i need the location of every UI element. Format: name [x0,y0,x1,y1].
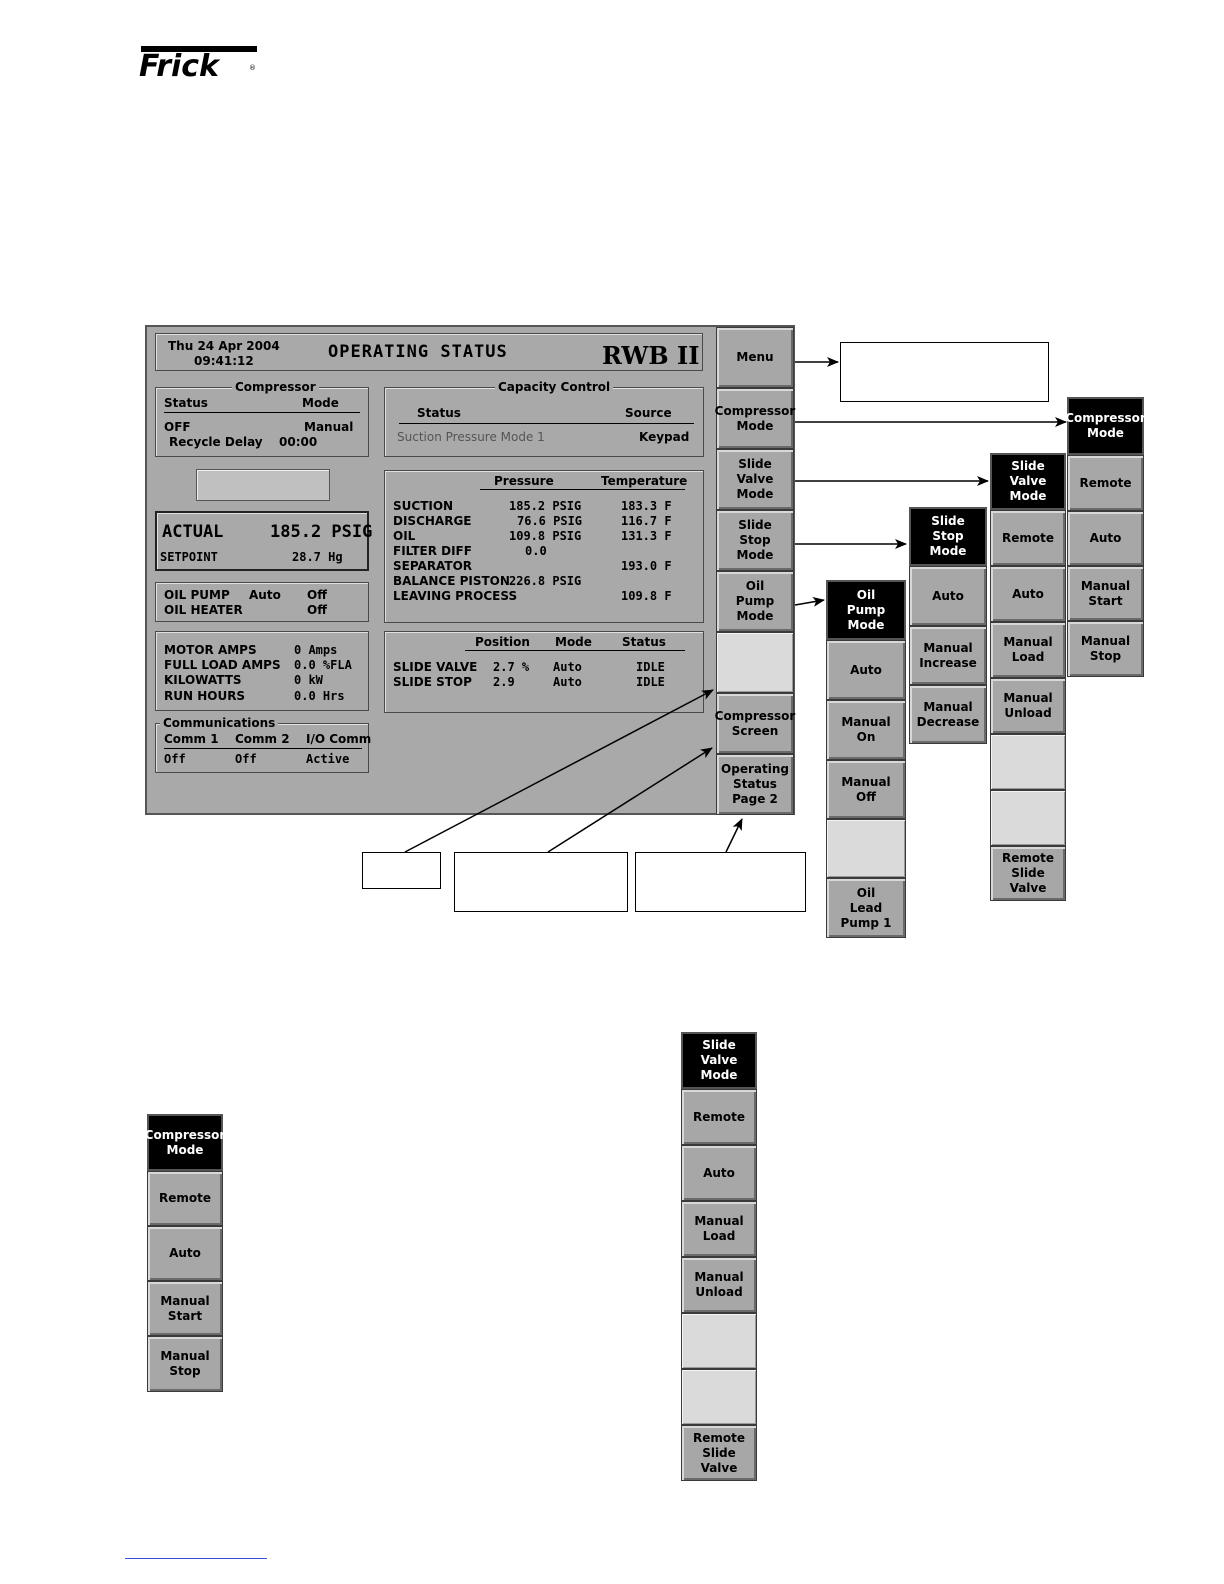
slide-valve-mode-header: Slide Valve Mode [681,1032,757,1089]
actual-label: ACTUAL [162,522,224,542]
oil-pump-mode: Auto [249,588,281,602]
run-hours-label: RUN HOURS [164,689,246,703]
capacity-status: Suction Pressure Mode 1 [397,430,545,444]
kilowatts-value: 0 kW [294,673,323,687]
pressure-header: Pressure [494,474,554,488]
pt-row-temperature: 183.3 F [621,499,672,513]
pt-row-temperature: 193.0 F [621,559,672,573]
temperature-header: Temperature [601,474,688,488]
compressor-auto-button[interactable]: Auto [1067,511,1144,566]
pt-row-pressure: 185.2 PSIG [509,499,582,513]
full-load-amps-label: FULL LOAD AMPS [164,658,281,672]
frick-logo-text: Frick [139,49,220,84]
remote-slide-valve-button[interactable]: Remote Slide Valve [990,846,1066,901]
pt-row-label: FILTER DIFF [393,544,472,558]
setpoint-label: SETPOINT [160,550,218,564]
slide-valve-mode: Auto [553,660,582,674]
oil-pump-label: OIL PUMP [164,588,230,602]
io-comm-header: I/O Comm [306,732,372,746]
slide-valve-label: SLIDE VALVE [393,660,478,674]
pt-row-temperature: 131.3 F [621,529,672,543]
svg-text:®: ® [249,64,256,72]
slide-valve-auto-button[interactable]: Auto [681,1145,757,1201]
compressor-mode-header: Compressor Mode [1067,397,1144,455]
comm2-value: Off [235,752,257,766]
compressor-status-header: Status [164,396,208,410]
pt-row-label: BALANCE PISTON [393,574,510,588]
capacity-source-header: Source [625,406,672,420]
slide-valve-remote-button[interactable]: Remote [990,510,1066,566]
model-label: RWB II [602,341,700,370]
slide-valve-status: IDLE [636,660,665,674]
page-title: OPERATING STATUS [328,342,508,362]
kilowatts-label: KILOWATTS [164,673,242,687]
capacity-legend: Capacity Control [495,380,613,394]
oil-heater-state: Off [307,603,327,617]
comm1-header: Comm 1 [164,732,219,746]
run-hours-value: 0.0 Hrs [294,689,345,703]
compressor-remote-button[interactable]: Remote [1067,455,1144,511]
mode-header: Mode [555,635,592,649]
date-label: Thu 24 Apr 2004 [168,339,280,353]
pt-row-label: SEPARATOR [393,559,473,573]
slide-stop-status: IDLE [636,675,665,689]
oil-heater-label: OIL HEATER [164,603,243,617]
communications-legend: Communications [160,716,278,730]
comm1-value: Off [164,752,186,766]
slide-stop-mode-header: Slide Stop Mode [909,507,987,566]
pt-row-label: DISCHARGE [393,514,472,528]
slide-valve-blank-button[interactable] [681,1313,757,1369]
slide-valve-auto-button[interactable]: Auto [990,566,1066,622]
pt-row-pressure: 76.6 PSIG [517,514,583,528]
compressor-auto-button[interactable]: Auto [147,1226,223,1281]
compressor-mode: Manual [304,420,354,434]
pt-row-label: LEAVING PROCESS [393,589,518,603]
pt-row-pressure: 226.8 PSIG [509,574,582,588]
slide-valve-position: 2.7 % [493,660,530,674]
io-comm-value: Active [306,752,350,766]
oil-pump-state: Off [307,588,327,602]
operating-status-page2-button[interactable]: Operating Status Page 2 [716,754,794,815]
slide-valve-mode-button[interactable]: Slide Valve Mode [716,449,794,510]
oil-pump-manual-off-button[interactable]: Manual Off [826,760,906,819]
slide-valve-manual-unload-button[interactable]: Manual Unload [990,678,1066,734]
slide-valve-manual-unload-button[interactable]: Manual Unload [681,1257,757,1313]
menu-button[interactable]: Menu [716,327,794,388]
oil-lead-pump-button[interactable]: Oil Lead Pump 1 [826,878,906,938]
pt-row-temperature: 116.7 F [621,514,672,528]
oil-pump-auto-button[interactable]: Auto [826,640,906,700]
compressor-manual-start-button[interactable]: Manual Start [147,1281,223,1336]
actual-value: 185.2 PSIG [270,522,373,542]
full-load-amps-value: 0.0 %FLA [294,658,352,672]
compressor-remote-button[interactable]: Remote [147,1171,223,1226]
pt-row-pressure: 0.0 [525,544,547,558]
compressor-legend: Compressor [232,380,319,394]
compressor-status: OFF [164,420,191,434]
slide-stop-label: SLIDE STOP [393,675,472,689]
recycle-delay-label: Recycle Delay [169,435,263,449]
status-header: Status [622,635,666,649]
motor-amps-value: 0 Amps [294,643,338,657]
capacity-status-header: Status [417,406,461,420]
motor-amps-label: MOTOR AMPS [164,643,257,657]
oil-pump-mode-header: Oil Pump Mode [826,580,906,640]
comm2-header: Comm 2 [235,732,290,746]
recycle-delay-value: 00:00 [279,435,318,449]
compressor-manual-stop-button[interactable]: Manual Stop [147,1336,223,1392]
pt-row-pressure: 109.8 PSIG [509,529,582,543]
footer-link-underline [125,1558,267,1559]
pt-row-label: OIL [393,529,416,543]
slide-valve-mode-header: Slide Valve Mode [990,453,1066,510]
slide-stop-mode: Auto [553,675,582,689]
slide-valve-remote-button[interactable]: Remote [681,1089,757,1145]
setpoint-value: 28.7 Hg [292,550,343,564]
pt-row-label: SUCTION [393,499,454,513]
oil-pump-manual-on-button[interactable]: Manual On [826,700,906,760]
compressor-mode-button[interactable]: Compressor Mode [716,388,794,449]
compressor-manual-stop-button[interactable]: Manual Stop [1067,621,1144,677]
slide-valve-manual-load-button[interactable]: Manual Load [681,1201,757,1257]
slide-stop-mode-button[interactable]: Slide Stop Mode [716,510,794,571]
slide-valve-manual-load-button[interactable]: Manual Load [990,622,1066,678]
slide-valve-blank-button[interactable] [681,1369,757,1425]
slide-stop-manual-increase-button[interactable]: Manual Increase [909,626,987,685]
slide-stop-position: 2.9 [493,675,515,689]
slide-stop-manual-decrease-button[interactable]: Manual Decrease [909,685,987,744]
pt-row-temperature: 109.8 F [621,589,672,603]
position-header: Position [475,635,530,649]
oil-pump-mode-button[interactable]: Oil Pump Mode [716,571,794,632]
compressor-mode-header: Compressor Mode [147,1114,223,1171]
compressor-manual-start-button[interactable]: Manual Start [1067,566,1144,621]
time-label: 09:41:12 [194,354,254,368]
compressor-screen-button[interactable]: Compressor Screen [716,693,794,754]
remote-slide-valve-button[interactable]: Remote Slide Valve [681,1425,757,1481]
compressor-mode-header: Mode [302,396,339,410]
slide-stop-auto-button[interactable]: Auto [909,566,987,626]
capacity-source: Keypad [639,430,690,444]
